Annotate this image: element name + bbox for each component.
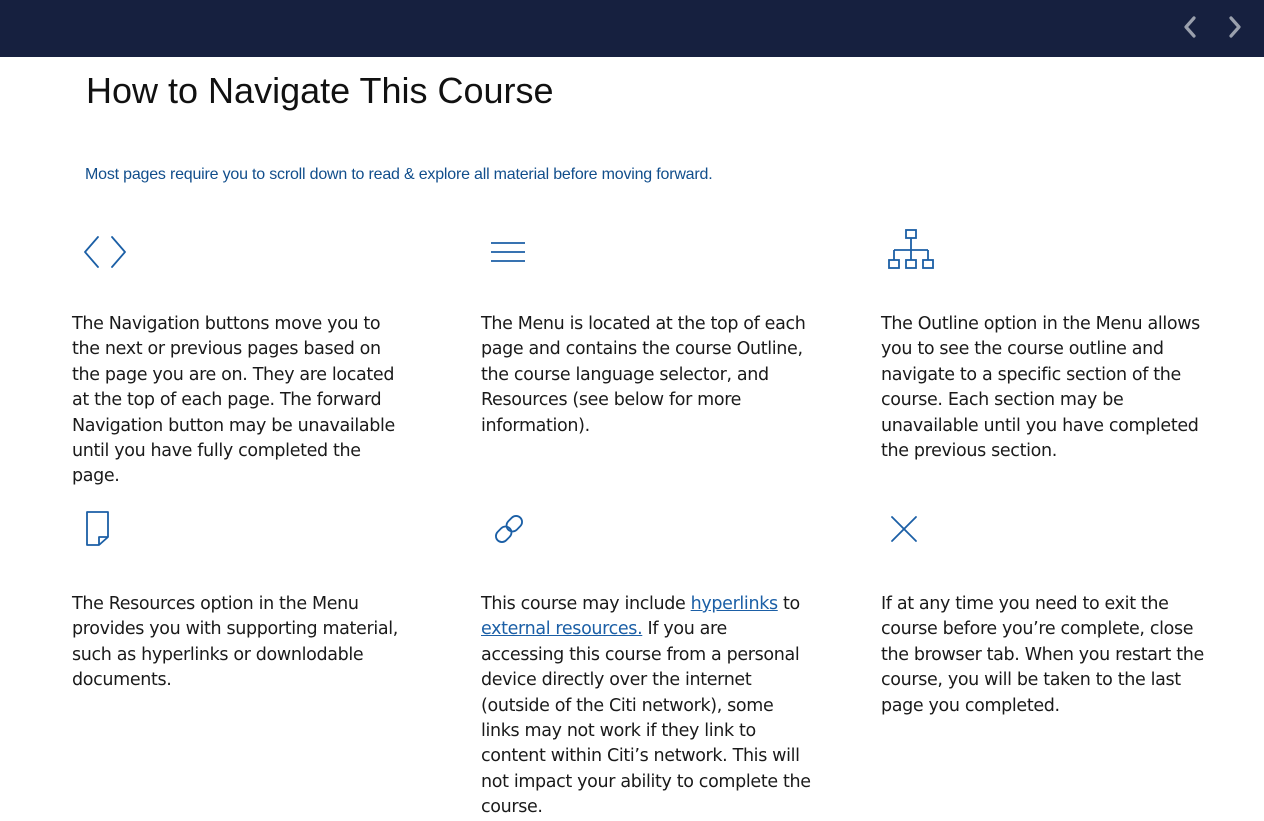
hyperlinks-description [481,592,811,821]
chevron-right-icon [1225,14,1245,40]
top-bar [0,0,1264,57]
hyperlinks-text-after: If you are accessing this course from a personal device directly over the internet (outside of the Citi network), some links may not work if they link to content within Citi’s network. This will not impact your ability to complete the course. [481,619,811,818]
close-icon [889,514,919,544]
hyperlinks-link[interactable]: hyperlinks [690,594,778,614]
scroll-instruction: Most pages require you to scroll down to read & explore all material before moving forward. [85,166,713,183]
resources-description: The Resources option in the Menu provides you with supporting material, such as hyperlinks or downlodable documents. [72,594,398,691]
previous-page-button[interactable] [1175,12,1205,42]
page-title: How to Navigate This Course [86,70,554,111]
outline-description: The Outline option in the Menu allows you to see the course outline and navigate to a specific section of the course. Each section may be unavailable until you have completed the previous section. [881,314,1200,462]
external-resources-link[interactable]: external resources. [481,619,643,640]
hyperlinks-text-between: to [782,594,800,614]
chevron-left-icon [1180,14,1200,40]
menu-icon [490,240,526,264]
sitemap-icon [886,228,936,272]
link-icon [490,510,528,548]
hyperlinks-text-before: This course may include [481,594,686,614]
document-icon [84,510,112,548]
menu-description: The Menu is located at the top of each page and contains the course Outline, the course language selector, and Resources (see below for more information). [481,314,806,436]
code-brackets-icon [82,234,128,270]
navigation-description: The Navigation buttons move you to the next or previous pages based on the page you are on. They are located at the top of each page. The forward Navigation button may be unavailable until you have fully completed the page. [72,314,395,487]
next-page-button[interactable] [1220,12,1250,42]
exit-description: If at any time you need to exit the course before you’re complete, close the browser tab. When you restart the course, you will be taken to the last page you completed. [881,594,1204,716]
